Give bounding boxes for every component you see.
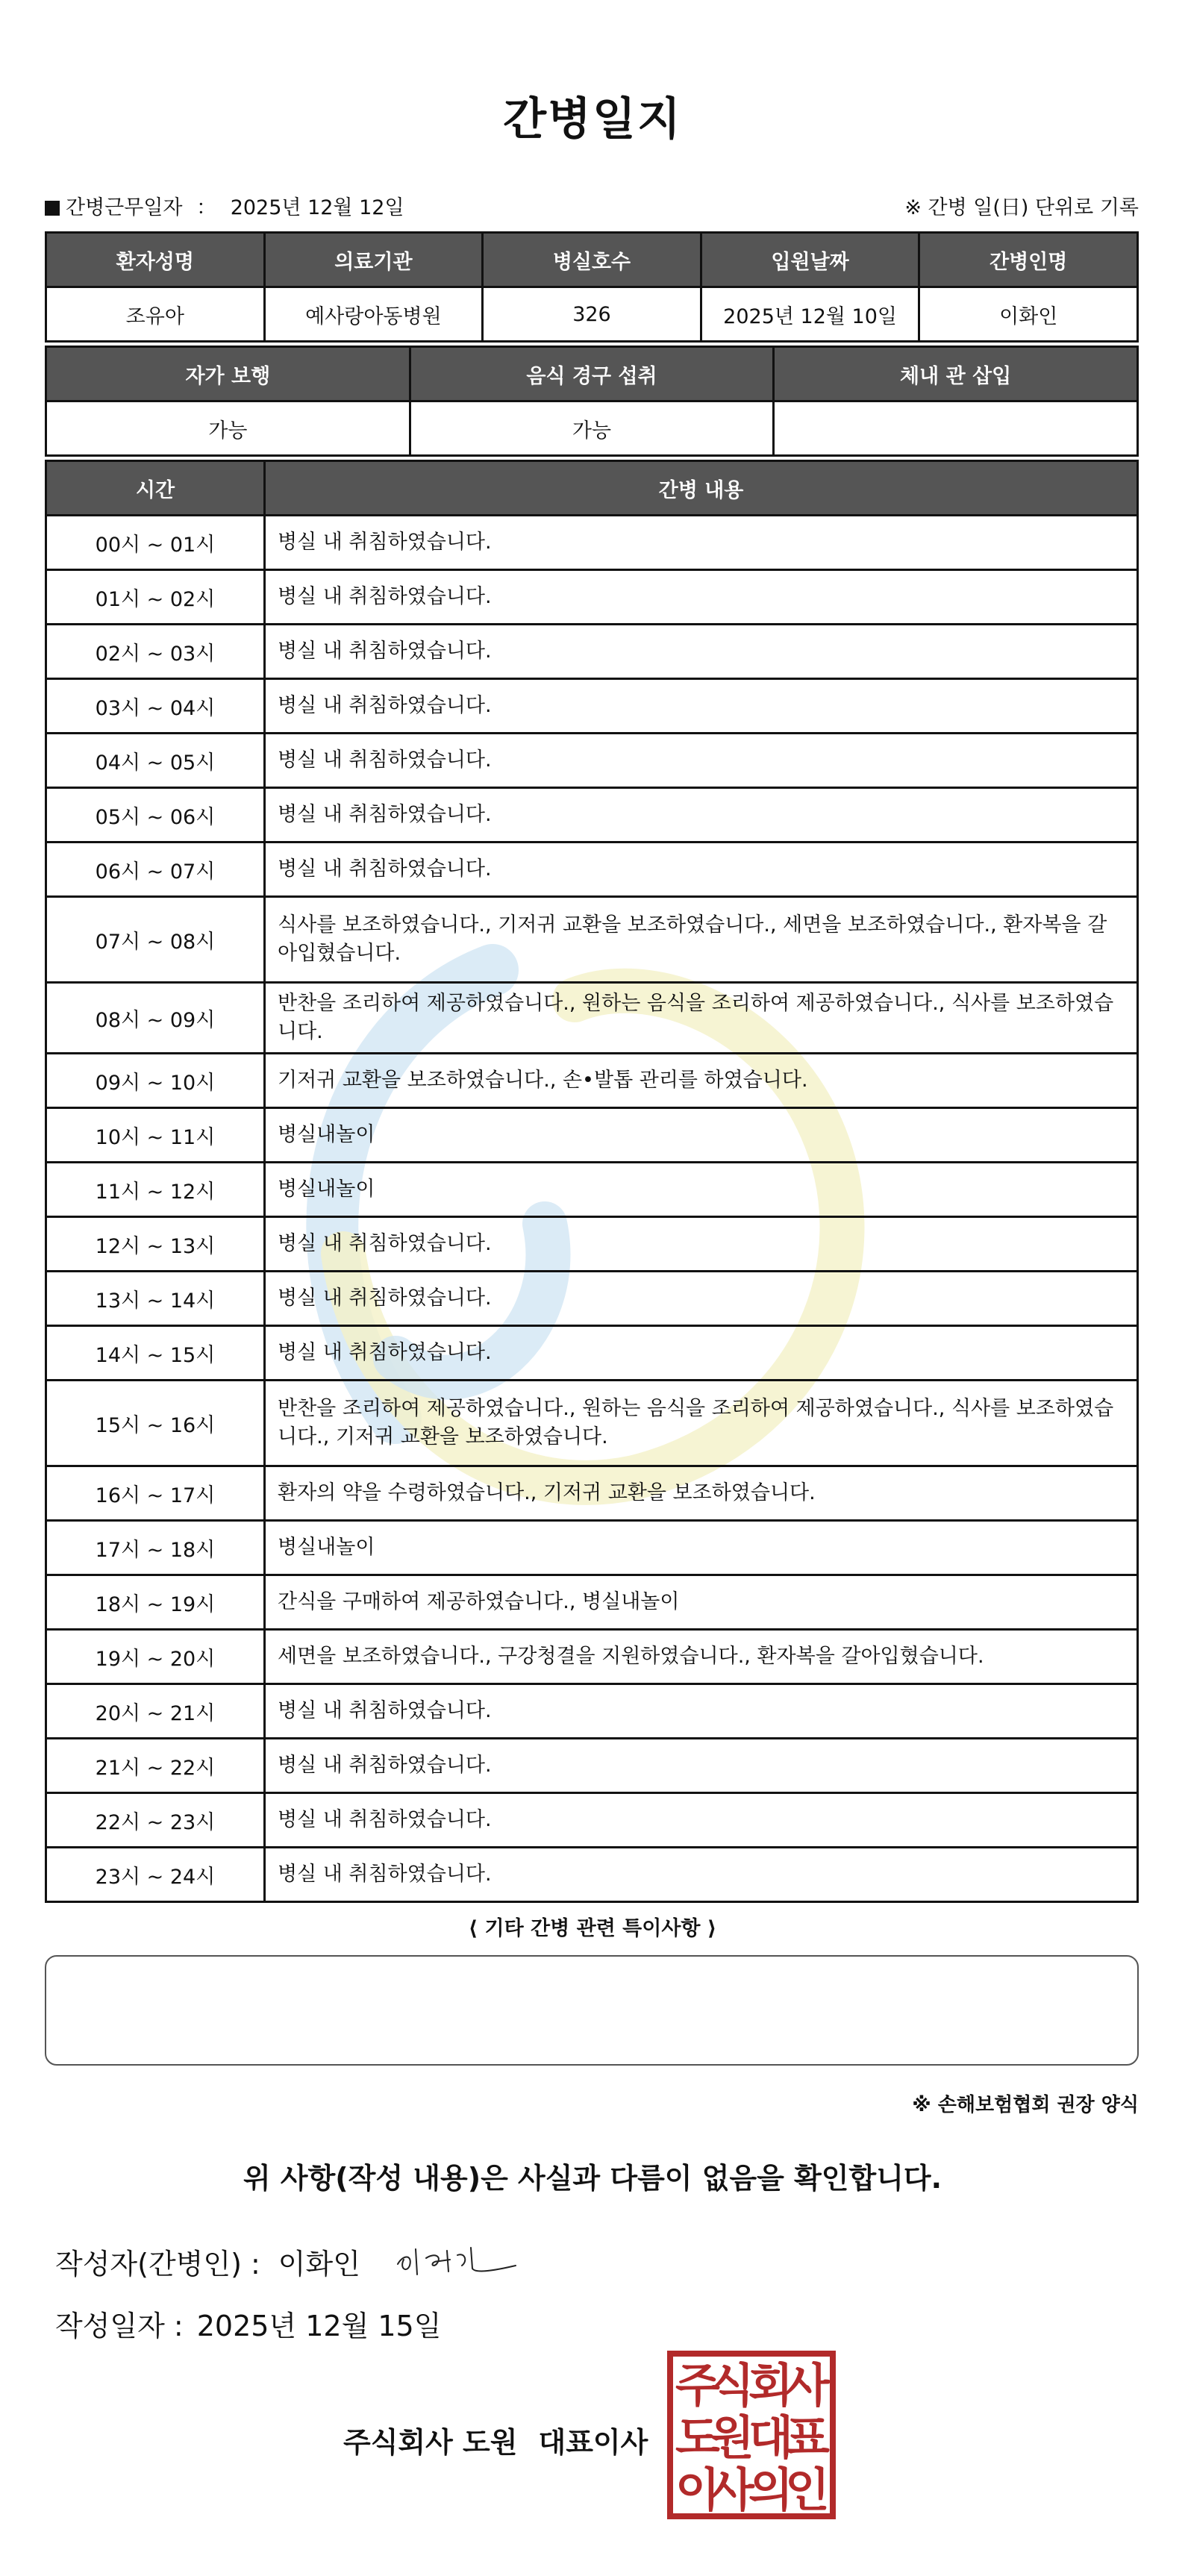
table-row: [46, 1848, 1138, 1902]
log-time: 15시 ~ 16시: [46, 1381, 265, 1466]
company-rep-title: 대표이사: [538, 2426, 648, 2459]
header-walking: 자가 보행: [46, 347, 410, 401]
table-row: [46, 1739, 1138, 1793]
table-row: [46, 734, 1138, 788]
log-time: 06시 ~ 07시: [46, 842, 265, 897]
log-time: 07시 ~ 08시: [46, 897, 265, 983]
table-row: [46, 1054, 1138, 1108]
table-row: [46, 679, 1138, 734]
svg-text:인: 인: [785, 2463, 830, 2517]
writer-label: 작성자(간병인) :: [55, 2247, 260, 2280]
meta-row: [45, 191, 1139, 220]
log-time: 11시 ~ 12시: [46, 1163, 265, 1217]
log-time: 00시 ~ 01시: [46, 516, 265, 570]
log-time: 23시 ~ 24시: [46, 1848, 265, 1902]
square-bullet-icon: [45, 201, 60, 216]
company-seal-icon: [667, 2351, 836, 2519]
log-time: 09시 ~ 10시: [46, 1054, 265, 1108]
document-title: 간병일지: [503, 93, 682, 146]
table-row: [46, 1466, 1138, 1521]
svg-text:회: 회: [748, 2358, 793, 2413]
table-header-row: [46, 347, 1138, 401]
log-content: 병실 내 취침하였습니다.: [265, 1684, 1138, 1739]
work-date-sep: ：: [196, 196, 217, 219]
hospital-name: 예사랑아동병원: [264, 287, 483, 342]
table-row: [46, 1684, 1138, 1739]
table-row: [46, 1108, 1138, 1163]
log-time: 08시 ~ 09시: [46, 983, 265, 1054]
company-line: [343, 2419, 648, 2460]
table-row: [46, 1521, 1138, 1575]
table-row: [46, 1793, 1138, 1848]
header-time: 시간: [46, 461, 265, 516]
log-content: 간식을 구매하여 제공하였습니다., 병실내놀이: [265, 1575, 1138, 1630]
log-content: 식사를 보조하였습니다., 기저귀 교환을 보조하였습니다., 세면을 보조하였습니다., 환자복을 갈아입혔습니다.: [265, 897, 1138, 983]
log-time: 03시 ~ 04시: [46, 679, 265, 734]
header-oral-intake: 음식 경구 섭취: [410, 347, 774, 401]
table-row: [46, 1630, 1138, 1684]
log-content: 병실내놀이: [265, 1108, 1138, 1163]
svg-text:대: 대: [748, 2410, 793, 2465]
room-number: 326: [483, 287, 701, 342]
table-header-row: [46, 233, 1138, 287]
table-row: [46, 897, 1138, 983]
log-content: 병실 내 취침하였습니다.: [265, 734, 1138, 788]
log-content: 병실 내 취침하였습니다.: [265, 1848, 1138, 1902]
svg-text:이: 이: [675, 2463, 720, 2517]
write-date-value: 2025년 12월 15일: [196, 2310, 442, 2342]
table-row: [46, 788, 1138, 842]
header-admission-date: 입원날짜: [701, 233, 919, 287]
walking-status: 가능: [46, 401, 410, 456]
table-row: [46, 842, 1138, 897]
log-content: 병실 내 취침하였습니다.: [265, 1793, 1138, 1848]
company-name: 주식회사 도원: [343, 2426, 518, 2459]
log-time: 22시 ~ 23시: [46, 1793, 265, 1848]
care-log-table: [45, 460, 1139, 1903]
record-note: ※ 간병 일(日) 단위로 기록: [904, 196, 1139, 219]
caregiver-name: 이화인: [919, 287, 1138, 342]
log-time: 17시 ~ 18시: [46, 1521, 265, 1575]
header-patient-name: 환자성명: [46, 233, 265, 287]
table-row: [46, 1217, 1138, 1272]
log-content: 병실 내 취침하였습니다.: [265, 1217, 1138, 1272]
log-content: 병실 내 취침하였습니다.: [265, 516, 1138, 570]
log-content: 병실 내 취침하였습니다.: [265, 1272, 1138, 1326]
log-time: 21시 ~ 22시: [46, 1739, 265, 1793]
table-row: [46, 516, 1138, 570]
table-row: [46, 287, 1138, 342]
log-content: 병실 내 취침하였습니다.: [265, 625, 1138, 679]
work-date-label: 간병근무일자: [66, 196, 183, 219]
log-content: 병실 내 취침하였습니다.: [265, 788, 1138, 842]
signature-icon: [393, 2239, 520, 2283]
log-time: 13시 ~ 14시: [46, 1272, 265, 1326]
log-content: 병실 내 취침하였습니다.: [265, 1326, 1138, 1381]
table-row: [46, 1163, 1138, 1217]
remarks-box: [45, 1955, 1139, 2066]
log-time: 12시 ~ 13시: [46, 1217, 265, 1272]
table-row: [46, 625, 1138, 679]
header-room: 병실호수: [483, 233, 701, 287]
svg-text:원: 원: [710, 2410, 754, 2465]
table-row: [46, 1326, 1138, 1381]
log-time: 16시 ~ 17시: [46, 1466, 265, 1521]
log-content: 병실내놀이: [265, 1521, 1138, 1575]
write-date-label: 작성일자 :: [55, 2310, 184, 2342]
log-time: 02시 ~ 03시: [46, 625, 265, 679]
writer-name: 이화인: [278, 2247, 360, 2280]
remarks-title: ⟨ 기타 간병 관련 특이사항 ⟩: [468, 1917, 717, 1940]
log-time: 20시 ~ 21시: [46, 1684, 265, 1739]
log-content: 세면을 보조하였습니다., 구강청결을 지원하였습니다., 환자복을 갈아입혔습니다.: [265, 1630, 1138, 1684]
header-hospital: 의료기관: [264, 233, 483, 287]
write-date-line: [55, 2303, 441, 2344]
log-content: 병실 내 취침하였습니다.: [265, 570, 1138, 625]
confirmation-statement: 위 사항(작성 내용)은 사실과 다름이 없음을 확인합니다.: [243, 2162, 942, 2195]
table-header-row: [46, 461, 1138, 516]
svg-text:사: 사: [785, 2358, 830, 2413]
header-care-content: 간병 내용: [265, 461, 1138, 516]
table-row: [46, 1381, 1138, 1466]
patient-status-table: [45, 346, 1139, 457]
svg-text:도: 도: [675, 2410, 720, 2465]
log-content: 병실 내 취침하였습니다.: [265, 842, 1138, 897]
table-row: [46, 401, 1138, 456]
form-note: ※ 손해보험협회 권장 양식: [912, 2094, 1139, 2116]
tube-status: [774, 401, 1138, 456]
work-date-value: 2025년 12월 12일: [230, 196, 404, 219]
writer-line: [55, 2239, 520, 2283]
table-row: [46, 570, 1138, 625]
patient-name: 조유아: [46, 287, 265, 342]
log-content: 환자의 약을 수령하였습니다., 기저귀 교환을 보조하였습니다.: [265, 1466, 1138, 1521]
oral-intake-status: 가능: [410, 401, 774, 456]
table-row: [46, 1575, 1138, 1630]
log-time: 01시 ~ 02시: [46, 570, 265, 625]
log-content: 반찬을 조리하여 제공하였습니다., 원하는 음식을 조리하여 제공하였습니다., 식사를 보조하였습니다.: [265, 983, 1138, 1054]
log-time: 14시 ~ 15시: [46, 1326, 265, 1381]
log-content: 반찬을 조리하여 제공하였습니다., 원하는 음식을 조리하여 제공하였습니다., 식사를 보조하였습니다., 기저귀 교환을 보조하였습니다.: [265, 1381, 1138, 1466]
header-caregiver: 간병인명: [919, 233, 1138, 287]
table-row: [46, 1272, 1138, 1326]
log-content: 병실 내 취침하였습니다.: [265, 679, 1138, 734]
header-tube: 체내 관 삽입: [774, 347, 1138, 401]
patient-info-table: [45, 231, 1139, 343]
admission-date: 2025년 12월 10일: [701, 287, 919, 342]
svg-text:사: 사: [710, 2463, 754, 2517]
svg-text:의: 의: [748, 2463, 793, 2517]
svg-text:식: 식: [710, 2358, 754, 2413]
log-time: 18시 ~ 19시: [46, 1575, 265, 1630]
table-row: [46, 983, 1138, 1054]
log-time: 19시 ~ 20시: [46, 1630, 265, 1684]
svg-text:표: 표: [785, 2410, 830, 2465]
log-content: 병실내놀이: [265, 1163, 1138, 1217]
log-time: 04시 ~ 05시: [46, 734, 265, 788]
log-time: 10시 ~ 11시: [46, 1108, 265, 1163]
log-content: 기저귀 교환을 보조하였습니다., 손•발톱 관리를 하였습니다.: [265, 1054, 1138, 1108]
log-time: 05시 ~ 06시: [46, 788, 265, 842]
work-date: [45, 191, 404, 220]
log-content: 병실 내 취침하였습니다.: [265, 1739, 1138, 1793]
svg-text:주: 주: [675, 2358, 720, 2413]
